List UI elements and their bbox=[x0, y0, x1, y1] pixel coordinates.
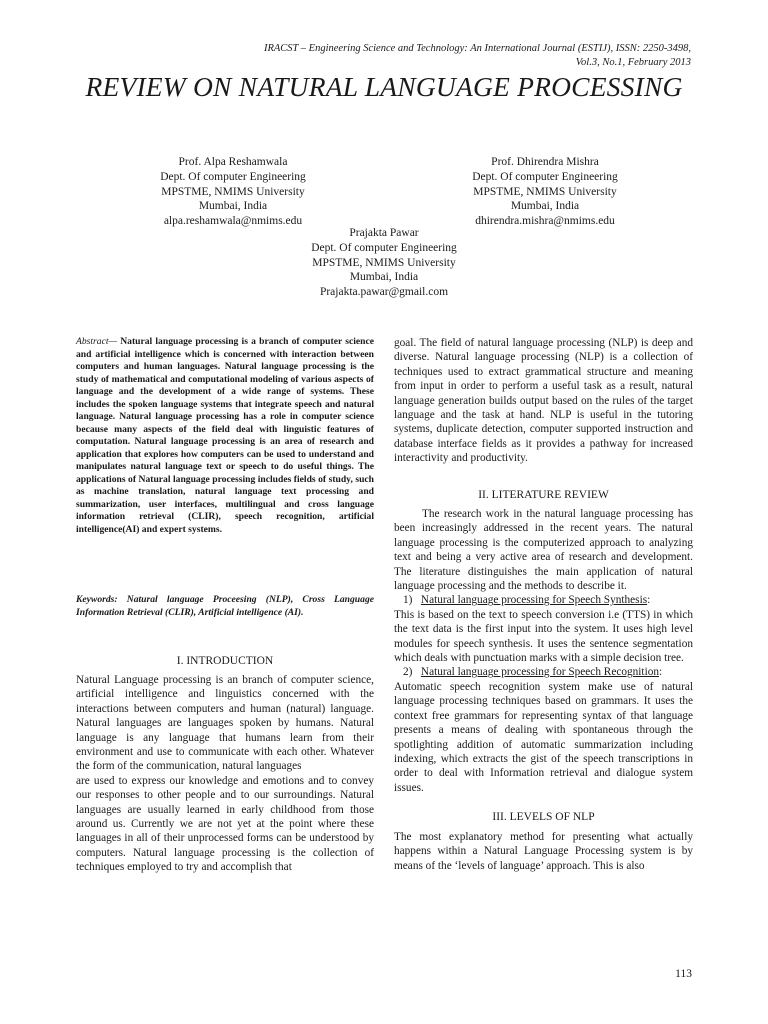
author-city: Mumbai, India bbox=[198, 200, 268, 213]
section-heading-literature-review: II. LITERATURE REVIEW bbox=[478, 489, 609, 501]
author-dept: Dept. Of computer Engineering bbox=[311, 241, 457, 254]
author-email: Prajakta.pawar@gmail.com bbox=[319, 286, 449, 299]
author-name: Prof. Alpa Reshamwala bbox=[178, 156, 288, 168]
paragraph: The research work in the natural language processing has been increasingly addressed in the recent years. The natural language processing is the computerized approach to analyzing text and being a very active area of research and development. The literature distinguishes the main application of natural language processing and the methods to describe it. bbox=[394, 508, 693, 593]
journal-header-line-2: Vol.3, No.1, February 2013 bbox=[575, 57, 691, 68]
author-dept: Dept. Of computer Engineering bbox=[160, 170, 306, 183]
abstract-label: Abstract— bbox=[76, 336, 118, 347]
section-heading-levels-of-nlp: III. LEVELS OF NLP bbox=[492, 811, 595, 823]
author-city: Mumbai, India bbox=[349, 271, 419, 284]
author-university: MPSTME, NMIMS University bbox=[473, 185, 617, 198]
list-item-colon: : bbox=[647, 594, 651, 607]
author-email: alpa.reshamwala@nmims.edu bbox=[163, 215, 303, 228]
paragraph: Automatic speech recognition system make use of natural language processing techniques based on grammars. It uses the context free grammars for representing syntax of that language presents a means of dealing with spontaneous through the spotlighting addition of automatic summarization including indexing, which extracts the gist of the speech transcriptions in order to deal with Information retrieval and dialogue system issues. bbox=[394, 680, 693, 794]
list-item-number: 1) bbox=[403, 594, 413, 607]
levels-body bbox=[394, 830, 693, 873]
paper-title: REVIEW ON NATURAL LANGUAGE PROCESSING bbox=[85, 71, 683, 102]
introduction-continued bbox=[394, 336, 693, 466]
author-dept: Dept. Of computer Engineering bbox=[472, 170, 618, 183]
introduction-body bbox=[76, 673, 374, 875]
author-block-2 bbox=[420, 155, 670, 229]
journal-header bbox=[171, 42, 691, 70]
paragraph: Natural Language processing is an branch of computer science, artificial intelligence and linguistics concerned with the interactions between computers and human (natural) language. Natural languages are languages spoken by humans. Natural language is any language that humans learn from their environment and use to communicate with each other. Whatever the form of the communication, natural languages bbox=[76, 674, 374, 773]
list-item-colon: : bbox=[659, 666, 663, 679]
keywords: Keywords: Natural language Proceesing (NLP), Cross Language Information Retrieval (CLIR), Artificial intelligence (AI). bbox=[76, 594, 374, 618]
author-email: dhirendra.mishra@nmims.edu bbox=[475, 215, 615, 228]
author-name: Prajakta Pawar bbox=[349, 227, 419, 239]
abstract-text: Natural language processing is a branch of computer science and artificial intelligence which is concerned with interaction between computers and human languages. Natural language processing is the study of mathematical and computational modeling of various aspects of language and the development of a wide range of systems. These includes the spoken language systems that integrate speech and natural language. Natural language processing has a role in computer science because many aspects of the field deal with linguistic features of computation. Natural language processing is an area of research and application that explores how computers can be used to understand and manipulates natural language text or speech to do useful things. The applications of Natural language processing includes fields of study, such as machine translation, natural language text processing and summarization, user interfaces, multilingual and cross language information retrieval (CLIR), speech recognition, artificial intelligence(AI) and expert systems. bbox=[76, 336, 374, 535]
literature-review-body bbox=[394, 507, 693, 795]
author-university: MPSTME, NMIMS University bbox=[161, 185, 305, 198]
author-university: MPSTME, NMIMS University bbox=[312, 256, 456, 269]
abstract bbox=[76, 336, 374, 536]
list-item-number: 2) bbox=[403, 666, 413, 679]
list-item-title: Natural language processing for Speech Recognition bbox=[420, 666, 660, 679]
list-item-heading bbox=[394, 593, 693, 607]
author-block-1 bbox=[108, 155, 358, 229]
journal-header-line-1: IRACST – Engineering Science and Technology: An International Journal (ESTIJ), ISSN: 2250-3498, bbox=[263, 43, 691, 54]
paragraph: are used to express our knowledge and emotions and to convey our responses to other people and to our surroundings. Natural languages are usually learned in early childhood from those around us. Currently we are not yet at the point where these languages in all of their unprocessed forms can be understood by computers. Natural language processing is the collection of techniques employed to try and accomplish that bbox=[76, 774, 374, 874]
paragraph: goal. The field of natural language processing (NLP) is deep and diverse. Natural language processing (NLP) is a collection of techniques used to extract grammatical structure and meaning from input in order to perform a useful task as a result, natural language generation builds output based on the rules of the target language and the task at hand. NLP is useful in the tutoring systems, duplicate detection, computer supported instruction and database interface fields as it provides a pathway for increased interactivity and productivity. bbox=[394, 337, 693, 465]
page-number: 113 bbox=[675, 968, 692, 980]
list-item-heading bbox=[394, 665, 693, 679]
paragraph: The most explanatory method for presenting what actually happens within a Natural Language Processing system is by means of the ‘levels of language’ approach. This is also bbox=[394, 831, 693, 872]
paragraph: This is based on the text to speech conversion i.e (TTS) in which the text data is the first input into the system. It uses high level modules for speech synthesis. It uses the sentence segmentation which deals with punctuation marks with a simple decision tree. bbox=[394, 608, 693, 665]
author-name: Prof. Dhirendra Mishra bbox=[491, 156, 599, 168]
list-item-title: Natural language processing for Speech Synthesis bbox=[420, 594, 648, 607]
section-heading-introduction: I. INTRODUCTION bbox=[176, 655, 274, 667]
author-city: Mumbai, India bbox=[510, 200, 580, 213]
author-block-3 bbox=[259, 226, 509, 300]
